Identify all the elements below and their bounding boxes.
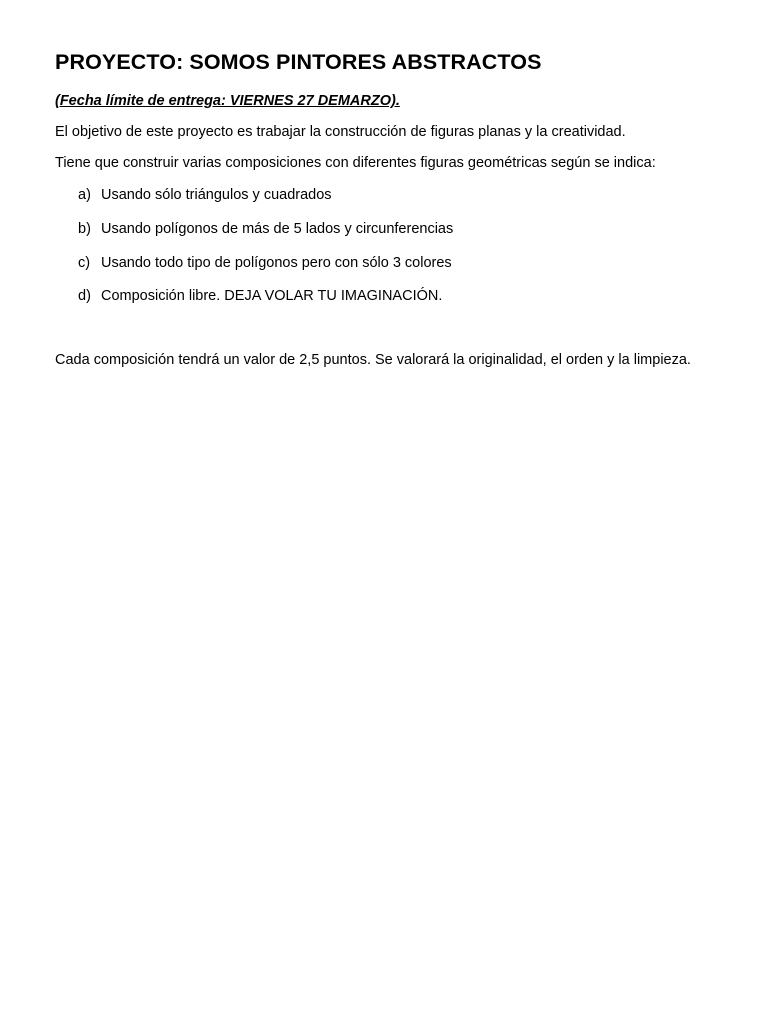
list-marker: c) <box>78 255 91 271</box>
list-marker: d) <box>78 288 91 304</box>
instructions-paragraph: Tiene que construir varias composiciones con diferentes figuras geométricas según se indica: <box>55 155 656 171</box>
grading-paragraph: Cada composición tendrá un valor de 2,5 puntos. Se valorará la originalidad, el orden y la limpieza. <box>55 352 691 368</box>
list-marker: b) <box>78 221 91 237</box>
document-title: PROYECTO: SOMOS PINTORES ABSTRACTOS <box>55 50 542 74</box>
objective-paragraph: El objetivo de este proyecto es trabajar la construcción de figuras planas y la creatividad. <box>55 124 626 140</box>
list-item-text: Usando polígonos de más de 5 lados y circunferencias <box>101 221 454 237</box>
list-item-text: Usando sólo triángulos y cuadrados <box>101 187 332 203</box>
list-item-text: Usando todo tipo de polígonos pero con sólo 3 colores <box>101 255 452 271</box>
list-item-text: Composición libre. DEJA VOLAR TU IMAGINACIÓN. <box>101 288 443 304</box>
deadline-note: (Fecha límite de entrega: VIERNES 27 DEMARZO). <box>55 93 400 109</box>
list-marker: a) <box>78 187 91 203</box>
